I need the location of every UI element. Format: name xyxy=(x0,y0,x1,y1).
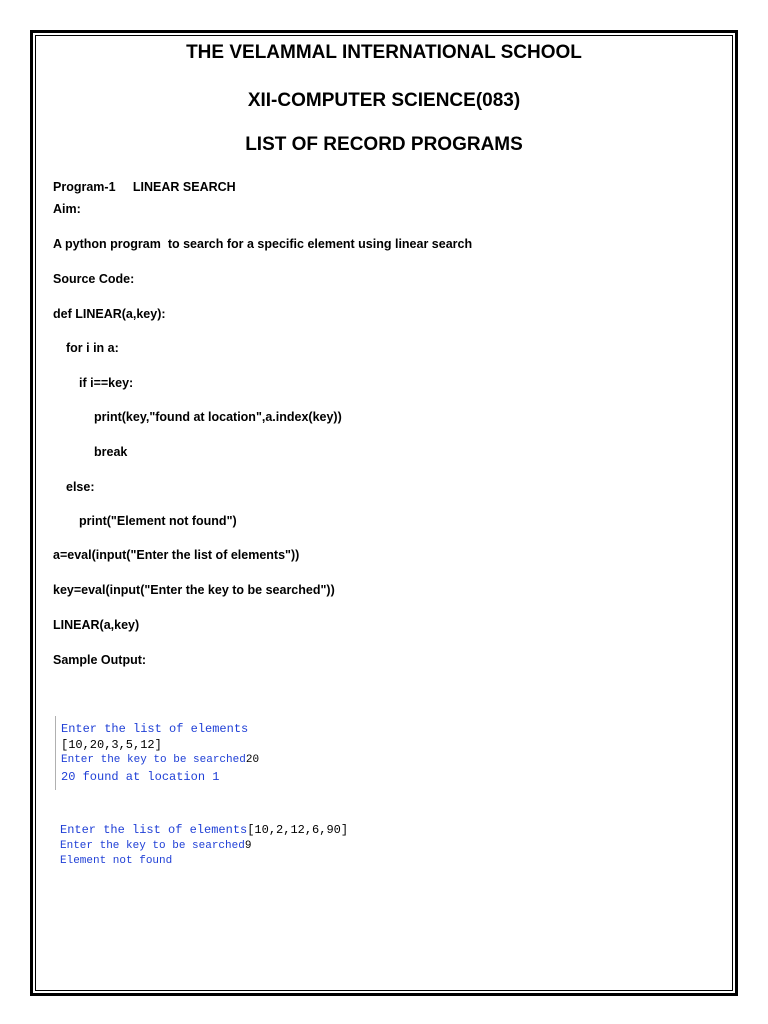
list-title: LIST OF RECORD PROGRAMS xyxy=(245,134,523,155)
aim-text: A python program to search for a specific element using linear search xyxy=(53,237,473,251)
shell-gutter xyxy=(55,716,56,790)
program-heading xyxy=(53,180,236,194)
program-name: LINEAR SEARCH xyxy=(132,180,236,194)
code-line: def LINEAR(a,key): xyxy=(53,307,166,321)
subject-title: XII-COMPUTER SCIENCE(083) xyxy=(247,90,521,111)
console-line: 20 found at location 1 xyxy=(61,770,220,784)
console-line xyxy=(61,754,259,766)
code-line: else: xyxy=(66,480,95,494)
sample-output-label: Sample Output: xyxy=(53,653,147,667)
console-prompt: Enter the key to be searched xyxy=(60,840,245,852)
code-line: a=eval(input("Enter the list of elements")) xyxy=(53,548,300,562)
aim-label: Aim: xyxy=(53,202,81,216)
code-line: key=eval(input("Enter the key to be searched")) xyxy=(53,583,335,597)
program-number: Program-1 xyxy=(53,180,116,194)
console-input: 9 xyxy=(244,840,252,852)
console-line xyxy=(60,823,348,837)
school-title: THE VELAMMAL INTERNATIONAL SCHOOL xyxy=(186,42,582,63)
console-line xyxy=(60,840,251,852)
code-line: print(key,"found at location",a.index(key)) xyxy=(94,410,342,424)
console-line: Element not found xyxy=(60,855,173,867)
console-prompt: Enter the key to be searched xyxy=(61,754,246,766)
console-line: [10,20,3,5,12] xyxy=(61,738,162,752)
code-line: for i in a: xyxy=(66,341,119,355)
code-line: print("Element not found") xyxy=(79,514,237,528)
code-line: LINEAR(a,key) xyxy=(53,618,140,632)
console-input: [10,2,12,6,90] xyxy=(247,823,349,837)
code-line: if i==key: xyxy=(79,376,134,390)
source-label: Source Code: xyxy=(53,272,135,286)
code-line: break xyxy=(94,445,128,459)
console-line: Enter the list of elements xyxy=(61,722,249,736)
console-prompt: Enter the list of elements xyxy=(60,823,248,837)
console-input: 20 xyxy=(245,754,260,766)
